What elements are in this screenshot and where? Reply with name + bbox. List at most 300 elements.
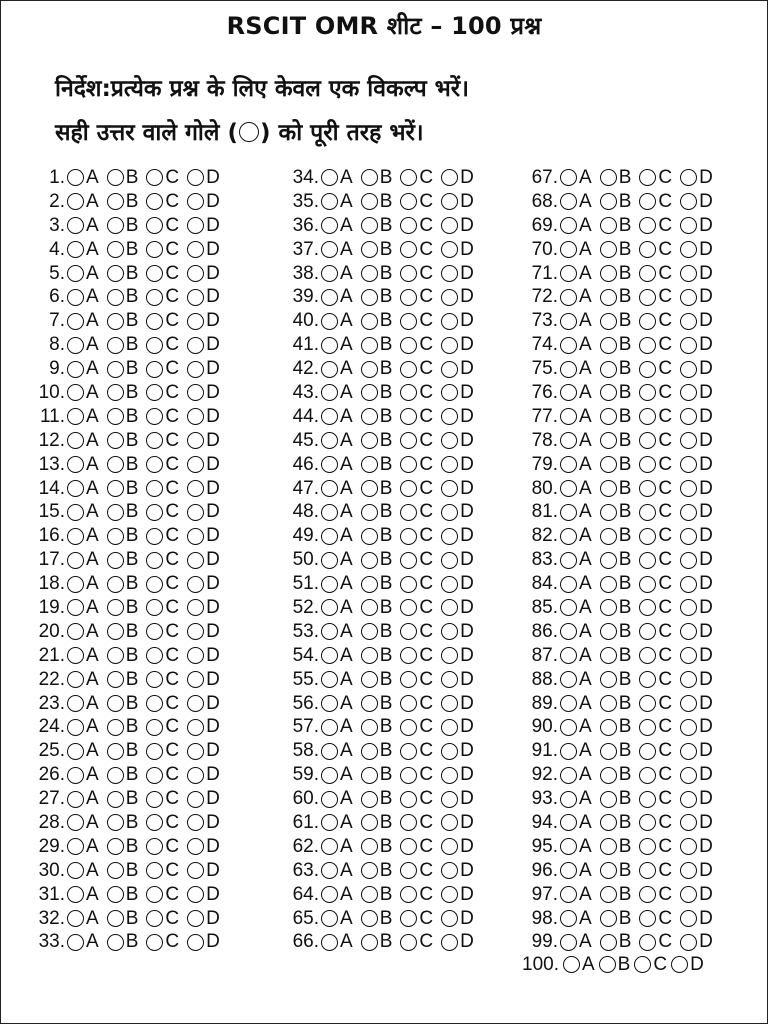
answer-bubble[interactable]: [67, 289, 84, 306]
option-b-q31[interactable]: [107, 884, 139, 906]
option-a-q7[interactable]: [67, 310, 99, 332]
option-b-q10[interactable]: [107, 382, 139, 404]
option-a-q20[interactable]: [67, 621, 99, 643]
option-b-q1[interactable]: [107, 167, 139, 189]
option-a-q9[interactable]: [67, 358, 99, 380]
option-d-q8[interactable]: [187, 334, 220, 356]
option-a-q48[interactable]: [321, 501, 353, 523]
answer-bubble[interactable]: [400, 743, 417, 760]
option-d-q37[interactable]: [441, 239, 474, 261]
answer-bubble[interactable]: [441, 193, 458, 210]
option-b-q41[interactable]: [361, 334, 393, 356]
answer-bubble[interactable]: [639, 337, 656, 354]
option-a-q5[interactable]: [67, 263, 99, 285]
answer-bubble[interactable]: [361, 432, 378, 449]
option-a-q4[interactable]: [67, 239, 99, 261]
answer-bubble[interactable]: [600, 791, 617, 808]
option-c-q86[interactable]: [639, 621, 672, 643]
option-b-q36[interactable]: [361, 215, 393, 237]
option-a-q90[interactable]: [560, 716, 592, 738]
option-d-q24[interactable]: [187, 716, 220, 738]
answer-bubble[interactable]: [560, 337, 577, 354]
answer-bubble[interactable]: [107, 647, 124, 664]
option-a-q61[interactable]: [321, 812, 353, 834]
option-d-q100[interactable]: [671, 954, 704, 976]
option-d-q64[interactable]: [441, 884, 474, 906]
option-d-q29[interactable]: [187, 836, 220, 858]
option-c-q12[interactable]: [146, 430, 179, 452]
option-c-q60[interactable]: [400, 788, 433, 810]
option-d-q47[interactable]: [441, 478, 474, 500]
answer-bubble[interactable]: [639, 384, 656, 401]
answer-bubble[interactable]: [441, 456, 458, 473]
option-d-q58[interactable]: [441, 740, 474, 762]
option-c-q37[interactable]: [400, 239, 433, 261]
option-a-q29[interactable]: [67, 836, 99, 858]
answer-bubble[interactable]: [680, 241, 697, 258]
option-c-q8[interactable]: [146, 334, 179, 356]
option-d-q19[interactable]: [187, 597, 220, 619]
answer-bubble[interactable]: [146, 838, 163, 855]
answer-bubble[interactable]: [680, 743, 697, 760]
option-b-q67[interactable]: [600, 167, 632, 189]
answer-bubble[interactable]: [146, 934, 163, 951]
answer-bubble[interactable]: [67, 576, 84, 593]
option-b-q88[interactable]: [600, 669, 632, 691]
answer-bubble[interactable]: [680, 862, 697, 879]
answer-bubble[interactable]: [560, 289, 577, 306]
option-c-q76[interactable]: [639, 382, 672, 404]
option-b-q58[interactable]: [361, 740, 393, 762]
option-a-q56[interactable]: [321, 693, 353, 715]
answer-bubble[interactable]: [146, 767, 163, 784]
answer-bubble[interactable]: [680, 313, 697, 330]
option-d-q18[interactable]: [187, 573, 220, 595]
option-b-q43[interactable]: [361, 382, 393, 404]
answer-bubble[interactable]: [67, 862, 84, 879]
option-a-q52[interactable]: [321, 597, 353, 619]
option-a-q94[interactable]: [560, 812, 592, 834]
answer-bubble[interactable]: [146, 432, 163, 449]
option-d-q45[interactable]: [441, 430, 474, 452]
option-b-q87[interactable]: [600, 645, 632, 667]
answer-bubble[interactable]: [680, 361, 697, 378]
option-d-q50[interactable]: [441, 549, 474, 571]
answer-bubble[interactable]: [107, 838, 124, 855]
option-b-q32[interactable]: [107, 908, 139, 930]
answer-bubble[interactable]: [361, 623, 378, 640]
answer-bubble[interactable]: [639, 743, 656, 760]
answer-bubble[interactable]: [639, 838, 656, 855]
option-c-q34[interactable]: [400, 167, 433, 189]
option-a-q74[interactable]: [560, 334, 592, 356]
answer-bubble[interactable]: [560, 910, 577, 927]
answer-bubble[interactable]: [67, 767, 84, 784]
answer-bubble[interactable]: [400, 719, 417, 736]
option-d-q54[interactable]: [441, 645, 474, 667]
answer-bubble[interactable]: [146, 743, 163, 760]
option-a-q86[interactable]: [560, 621, 592, 643]
option-c-q97[interactable]: [639, 884, 672, 906]
answer-bubble[interactable]: [400, 934, 417, 951]
answer-bubble[interactable]: [441, 838, 458, 855]
option-a-q25[interactable]: [67, 740, 99, 762]
answer-bubble[interactable]: [321, 337, 338, 354]
answer-bubble[interactable]: [67, 791, 84, 808]
answer-bubble[interactable]: [560, 862, 577, 879]
answer-bubble[interactable]: [146, 623, 163, 640]
answer-bubble[interactable]: [146, 337, 163, 354]
answer-bubble[interactable]: [441, 528, 458, 545]
option-c-q68[interactable]: [639, 191, 672, 213]
option-a-q92[interactable]: [560, 764, 592, 786]
answer-bubble[interactable]: [639, 504, 656, 521]
answer-bubble[interactable]: [400, 384, 417, 401]
answer-bubble[interactable]: [187, 767, 204, 784]
option-c-q46[interactable]: [400, 454, 433, 476]
answer-bubble[interactable]: [639, 361, 656, 378]
option-b-q71[interactable]: [600, 263, 632, 285]
answer-bubble[interactable]: [600, 623, 617, 640]
answer-bubble[interactable]: [67, 647, 84, 664]
answer-bubble[interactable]: [361, 791, 378, 808]
option-a-q76[interactable]: [560, 382, 592, 404]
answer-bubble[interactable]: [634, 956, 651, 973]
option-b-q78[interactable]: [600, 430, 632, 452]
answer-bubble[interactable]: [600, 743, 617, 760]
option-d-q51[interactable]: [441, 573, 474, 595]
option-d-q97[interactable]: [680, 884, 713, 906]
option-d-q59[interactable]: [441, 764, 474, 786]
option-d-q82[interactable]: [680, 525, 713, 547]
option-d-q44[interactable]: [441, 406, 474, 428]
answer-bubble[interactable]: [107, 480, 124, 497]
option-d-q21[interactable]: [187, 645, 220, 667]
answer-bubble[interactable]: [187, 695, 204, 712]
option-b-q100[interactable]: [599, 954, 631, 976]
option-b-q46[interactable]: [361, 454, 393, 476]
answer-bubble[interactable]: [146, 193, 163, 210]
option-d-q89[interactable]: [680, 693, 713, 715]
option-c-q14[interactable]: [146, 478, 179, 500]
answer-bubble[interactable]: [187, 743, 204, 760]
answer-bubble[interactable]: [146, 599, 163, 616]
answer-bubble[interactable]: [639, 719, 656, 736]
option-c-q18[interactable]: [146, 573, 179, 595]
answer-bubble[interactable]: [441, 886, 458, 903]
option-c-q11[interactable]: [146, 406, 179, 428]
answer-bubble[interactable]: [680, 217, 697, 234]
option-b-q22[interactable]: [107, 669, 139, 691]
answer-bubble[interactable]: [361, 337, 378, 354]
answer-bubble[interactable]: [560, 743, 577, 760]
answer-bubble[interactable]: [321, 838, 338, 855]
option-b-q47[interactable]: [361, 478, 393, 500]
answer-bubble[interactable]: [441, 791, 458, 808]
answer-bubble[interactable]: [639, 599, 656, 616]
answer-bubble[interactable]: [321, 552, 338, 569]
option-b-q74[interactable]: [600, 334, 632, 356]
answer-bubble[interactable]: [107, 337, 124, 354]
option-d-q28[interactable]: [187, 812, 220, 834]
option-c-q79[interactable]: [639, 454, 672, 476]
answer-bubble[interactable]: [107, 623, 124, 640]
option-b-q51[interactable]: [361, 573, 393, 595]
answer-bubble[interactable]: [639, 432, 656, 449]
answer-bubble[interactable]: [639, 193, 656, 210]
answer-bubble[interactable]: [560, 528, 577, 545]
option-d-q30[interactable]: [187, 860, 220, 882]
answer-bubble[interactable]: [680, 719, 697, 736]
option-d-q72[interactable]: [680, 286, 713, 308]
option-a-q81[interactable]: [560, 501, 592, 523]
answer-bubble[interactable]: [187, 599, 204, 616]
option-d-q23[interactable]: [187, 693, 220, 715]
answer-bubble[interactable]: [600, 814, 617, 831]
answer-bubble[interactable]: [600, 217, 617, 234]
option-c-q31[interactable]: [146, 884, 179, 906]
answer-bubble[interactable]: [400, 599, 417, 616]
answer-bubble[interactable]: [400, 289, 417, 306]
answer-bubble[interactable]: [187, 361, 204, 378]
answer-bubble[interactable]: [560, 552, 577, 569]
answer-bubble[interactable]: [107, 313, 124, 330]
option-b-q39[interactable]: [361, 286, 393, 308]
option-d-q35[interactable]: [441, 191, 474, 213]
option-d-q33[interactable]: [187, 931, 220, 953]
answer-bubble[interactable]: [187, 432, 204, 449]
option-d-q69[interactable]: [680, 215, 713, 237]
option-a-q19[interactable]: [67, 597, 99, 619]
answer-bubble[interactable]: [560, 791, 577, 808]
answer-bubble[interactable]: [560, 384, 577, 401]
option-d-q4[interactable]: [187, 239, 220, 261]
answer-bubble[interactable]: [146, 647, 163, 664]
answer-bubble[interactable]: [400, 695, 417, 712]
answer-bubble[interactable]: [441, 504, 458, 521]
answer-bubble[interactable]: [107, 217, 124, 234]
answer-bubble[interactable]: [639, 480, 656, 497]
option-b-q12[interactable]: [107, 430, 139, 452]
answer-bubble[interactable]: [361, 599, 378, 616]
option-c-q4[interactable]: [146, 239, 179, 261]
option-c-q17[interactable]: [146, 549, 179, 571]
option-d-q60[interactable]: [441, 788, 474, 810]
option-d-q98[interactable]: [680, 908, 713, 930]
option-d-q67[interactable]: [680, 167, 713, 189]
answer-bubble[interactable]: [67, 671, 84, 688]
answer-bubble[interactable]: [361, 169, 378, 186]
option-d-q96[interactable]: [680, 860, 713, 882]
answer-bubble[interactable]: [400, 504, 417, 521]
option-c-q90[interactable]: [639, 716, 672, 738]
answer-bubble[interactable]: [107, 671, 124, 688]
option-d-q74[interactable]: [680, 334, 713, 356]
option-c-q27[interactable]: [146, 788, 179, 810]
option-d-q27[interactable]: [187, 788, 220, 810]
option-d-q17[interactable]: [187, 549, 220, 571]
option-c-q42[interactable]: [400, 358, 433, 380]
answer-bubble[interactable]: [400, 767, 417, 784]
option-a-q44[interactable]: [321, 406, 353, 428]
answer-bubble[interactable]: [361, 456, 378, 473]
answer-bubble[interactable]: [146, 791, 163, 808]
option-a-q3[interactable]: [67, 215, 99, 237]
answer-bubble[interactable]: [321, 767, 338, 784]
option-d-q10[interactable]: [187, 382, 220, 404]
answer-bubble[interactable]: [560, 838, 577, 855]
answer-bubble[interactable]: [639, 552, 656, 569]
option-d-q25[interactable]: [187, 740, 220, 762]
option-a-q16[interactable]: [67, 525, 99, 547]
answer-bubble[interactable]: [400, 814, 417, 831]
option-a-q57[interactable]: [321, 716, 353, 738]
option-c-q75[interactable]: [639, 358, 672, 380]
answer-bubble[interactable]: [600, 552, 617, 569]
option-d-q81[interactable]: [680, 501, 713, 523]
answer-bubble[interactable]: [680, 599, 697, 616]
answer-bubble[interactable]: [600, 886, 617, 903]
answer-bubble[interactable]: [67, 432, 84, 449]
option-d-q75[interactable]: [680, 358, 713, 380]
answer-bubble[interactable]: [67, 217, 84, 234]
answer-bubble[interactable]: [600, 456, 617, 473]
answer-bubble[interactable]: [560, 504, 577, 521]
option-b-q13[interactable]: [107, 454, 139, 476]
option-b-q85[interactable]: [600, 597, 632, 619]
answer-bubble[interactable]: [146, 576, 163, 593]
answer-bubble[interactable]: [146, 719, 163, 736]
answer-bubble[interactable]: [400, 169, 417, 186]
option-d-q90[interactable]: [680, 716, 713, 738]
answer-bubble[interactable]: [321, 599, 338, 616]
answer-bubble[interactable]: [600, 193, 617, 210]
option-c-q28[interactable]: [146, 812, 179, 834]
answer-bubble[interactable]: [321, 695, 338, 712]
answer-bubble[interactable]: [187, 504, 204, 521]
answer-bubble[interactable]: [361, 193, 378, 210]
answer-bubble[interactable]: [107, 862, 124, 879]
answer-bubble[interactable]: [680, 814, 697, 831]
answer-bubble[interactable]: [400, 671, 417, 688]
option-b-q59[interactable]: [361, 764, 393, 786]
option-d-q7[interactable]: [187, 310, 220, 332]
option-d-q20[interactable]: [187, 621, 220, 643]
answer-bubble[interactable]: [107, 265, 124, 282]
answer-bubble[interactable]: [560, 719, 577, 736]
option-b-q28[interactable]: [107, 812, 139, 834]
option-b-q3[interactable]: [107, 215, 139, 237]
option-d-q87[interactable]: [680, 645, 713, 667]
answer-bubble[interactable]: [107, 576, 124, 593]
answer-bubble[interactable]: [187, 838, 204, 855]
option-a-q30[interactable]: [67, 860, 99, 882]
option-c-q52[interactable]: [400, 597, 433, 619]
answer-bubble[interactable]: [146, 552, 163, 569]
answer-bubble[interactable]: [560, 576, 577, 593]
option-a-q46[interactable]: [321, 454, 353, 476]
option-c-q100[interactable]: [634, 954, 667, 976]
answer-bubble[interactable]: [680, 408, 697, 425]
option-b-q80[interactable]: [600, 478, 632, 500]
option-a-q51[interactable]: [321, 573, 353, 595]
option-b-q26[interactable]: [107, 764, 139, 786]
answer-bubble[interactable]: [321, 456, 338, 473]
answer-bubble[interactable]: [400, 432, 417, 449]
option-b-q76[interactable]: [600, 382, 632, 404]
answer-bubble[interactable]: [639, 408, 656, 425]
answer-bubble[interactable]: [187, 791, 204, 808]
option-a-q60[interactable]: [321, 788, 353, 810]
answer-bubble[interactable]: [107, 886, 124, 903]
option-b-q34[interactable]: [361, 167, 393, 189]
answer-bubble[interactable]: [321, 719, 338, 736]
option-c-q48[interactable]: [400, 501, 433, 523]
answer-bubble[interactable]: [400, 862, 417, 879]
option-c-q72[interactable]: [639, 286, 672, 308]
option-c-q39[interactable]: [400, 286, 433, 308]
answer-bubble[interactable]: [187, 886, 204, 903]
answer-bubble[interactable]: [361, 408, 378, 425]
answer-bubble[interactable]: [441, 695, 458, 712]
option-c-q54[interactable]: [400, 645, 433, 667]
option-c-q1[interactable]: [146, 167, 179, 189]
option-b-q45[interactable]: [361, 430, 393, 452]
option-d-q15[interactable]: [187, 501, 220, 523]
answer-bubble[interactable]: [321, 480, 338, 497]
option-d-q85[interactable]: [680, 597, 713, 619]
option-c-q81[interactable]: [639, 501, 672, 523]
answer-bubble[interactable]: [187, 337, 204, 354]
answer-bubble[interactable]: [560, 599, 577, 616]
answer-bubble[interactable]: [321, 576, 338, 593]
answer-bubble[interactable]: [321, 408, 338, 425]
answer-bubble[interactable]: [639, 576, 656, 593]
answer-bubble[interactable]: [400, 265, 417, 282]
answer-bubble[interactable]: [639, 313, 656, 330]
option-b-q97[interactable]: [600, 884, 632, 906]
answer-bubble[interactable]: [600, 289, 617, 306]
option-a-q67[interactable]: [560, 167, 592, 189]
answer-bubble[interactable]: [67, 337, 84, 354]
option-a-q45[interactable]: [321, 430, 353, 452]
option-c-q82[interactable]: [639, 525, 672, 547]
option-b-q69[interactable]: [600, 215, 632, 237]
option-c-q92[interactable]: [639, 764, 672, 786]
option-d-q38[interactable]: [441, 263, 474, 285]
answer-bubble[interactable]: [187, 528, 204, 545]
option-b-q37[interactable]: [361, 239, 393, 261]
option-a-q72[interactable]: [560, 286, 592, 308]
option-d-q31[interactable]: [187, 884, 220, 906]
option-b-q44[interactable]: [361, 406, 393, 428]
option-c-q88[interactable]: [639, 669, 672, 691]
option-d-q79[interactable]: [680, 454, 713, 476]
answer-bubble[interactable]: [67, 910, 84, 927]
answer-bubble[interactable]: [600, 576, 617, 593]
option-c-q61[interactable]: [400, 812, 433, 834]
option-d-q39[interactable]: [441, 286, 474, 308]
answer-bubble[interactable]: [639, 265, 656, 282]
option-d-q66[interactable]: [441, 931, 474, 953]
answer-bubble[interactable]: [400, 456, 417, 473]
answer-bubble[interactable]: [639, 456, 656, 473]
option-d-q56[interactable]: [441, 693, 474, 715]
option-d-q41[interactable]: [441, 334, 474, 356]
option-a-q2[interactable]: [67, 191, 99, 213]
option-a-q6[interactable]: [67, 286, 99, 308]
option-a-q34[interactable]: [321, 167, 353, 189]
